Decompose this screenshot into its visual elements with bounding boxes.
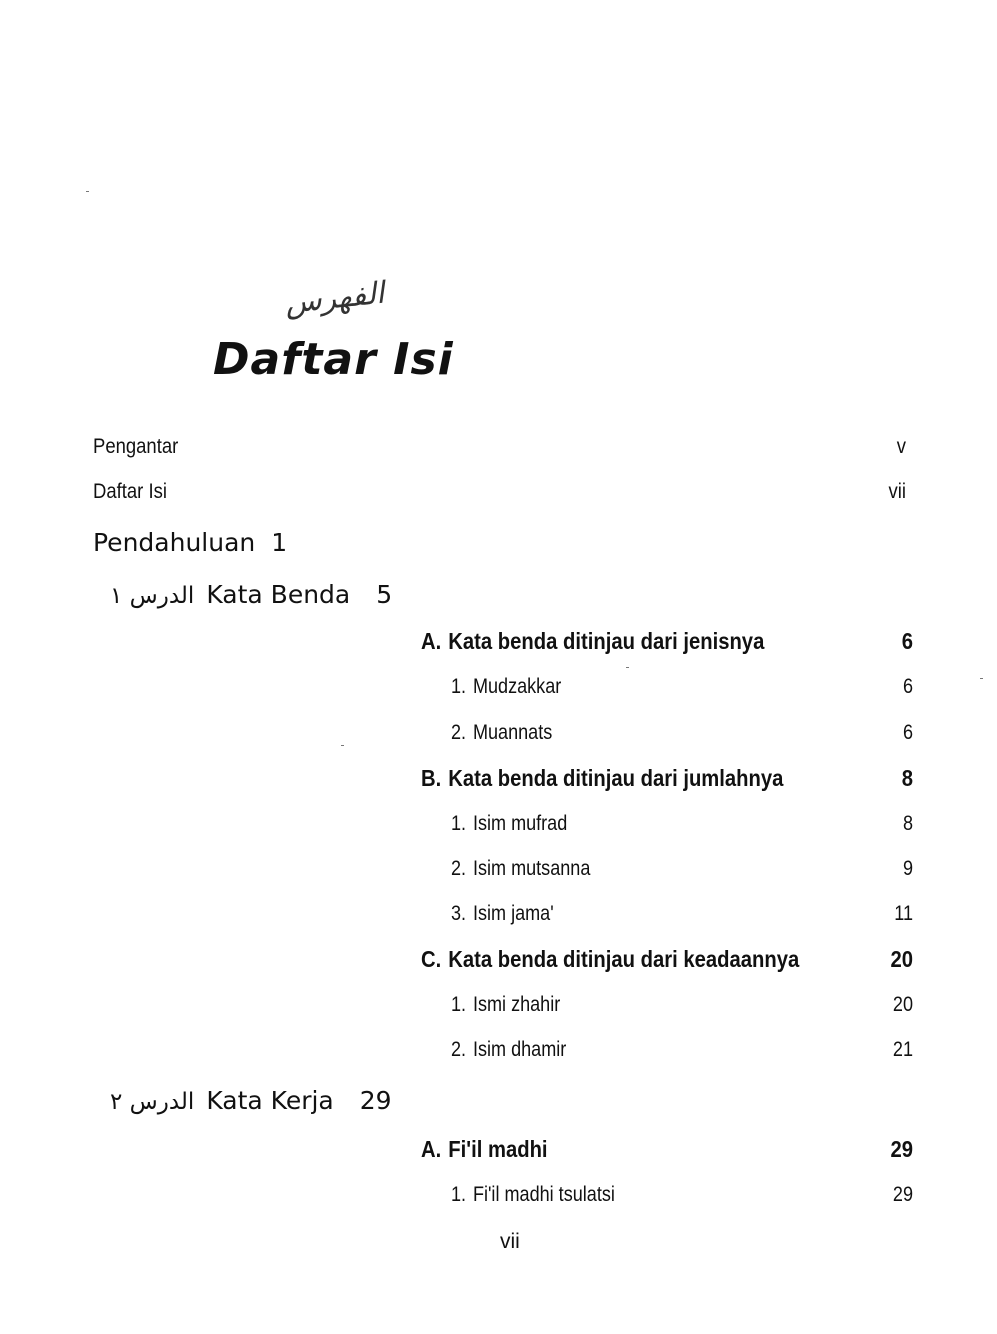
item-page: 6 <box>902 721 913 744</box>
scan-speck <box>626 667 629 668</box>
item-title: Isim mutsanna <box>472 857 591 880</box>
item-number: 2. <box>451 1038 467 1061</box>
item-title: Ismi zhahir <box>472 993 561 1016</box>
item-page: 6 <box>902 675 913 698</box>
scan-speck <box>86 191 89 192</box>
section-page: 20 <box>890 946 913 972</box>
item-number: 1. <box>451 675 467 698</box>
section-letter: A. <box>421 628 442 654</box>
toc-section <box>421 1136 548 1163</box>
item-title: Mudzakkar <box>472 675 562 698</box>
section-title: Fi'il madhi <box>448 1136 548 1162</box>
toc-section <box>421 946 799 973</box>
arabic-heading: الفهرس <box>283 275 386 321</box>
toc-item <box>451 812 567 836</box>
toc-item <box>451 1183 615 1207</box>
toc-item <box>451 675 561 699</box>
section-letter: C. <box>421 946 442 972</box>
toc-item <box>451 1038 566 1062</box>
lesson-page: 29 <box>359 1086 392 1115</box>
section-page: 29 <box>890 1136 913 1162</box>
toc-entry-label: Daftar Isi <box>93 480 167 503</box>
item-title: Isim dhamir <box>472 1038 567 1061</box>
item-page: 9 <box>902 857 913 880</box>
item-number: 2. <box>451 721 467 744</box>
lesson-arabic-label: الدرس ١ <box>110 583 195 609</box>
lesson-title: Kata Benda <box>206 580 351 609</box>
section-title: Kata benda ditinjau dari keadaannya <box>448 946 800 972</box>
lesson-heading <box>110 580 392 609</box>
item-title: Isim jama' <box>472 902 554 925</box>
toc-item <box>451 993 560 1017</box>
item-number: 3. <box>451 902 467 925</box>
item-number: 1. <box>451 812 467 835</box>
item-title: Fi'il madhi tsulatsi <box>472 1183 615 1206</box>
scan-speck <box>980 678 983 679</box>
toc-section <box>421 765 783 792</box>
page-title: Daftar Isi <box>213 334 454 385</box>
scan-speck <box>341 745 344 746</box>
item-page: 21 <box>892 1038 913 1061</box>
lesson-heading <box>110 1086 392 1115</box>
toc-intro-label: Pendahuluan <box>93 528 256 557</box>
toc-item <box>451 721 552 745</box>
toc-section <box>421 628 764 655</box>
section-title: Kata benda ditinjau dari jumlahnya <box>448 765 784 791</box>
item-title: Isim mufrad <box>472 812 568 835</box>
lesson-arabic-label: الدرس ٢ <box>110 1089 195 1115</box>
toc-item <box>451 857 590 881</box>
item-number: 1. <box>451 1183 467 1206</box>
toc-entry-page: vii <box>888 480 906 503</box>
lesson-page: 5 <box>376 580 393 609</box>
lesson-title: Kata Kerja <box>206 1086 334 1115</box>
item-page: 8 <box>902 812 913 835</box>
toc-entry-page: v <box>896 435 906 458</box>
section-title: Kata benda ditinjau dari jenisnya <box>448 628 765 654</box>
page-number: vii <box>500 1230 520 1253</box>
item-number: 1. <box>451 993 467 1016</box>
item-title: Muannats <box>472 721 553 744</box>
section-letter: A. <box>421 1136 442 1162</box>
toc-entry-label: Pengantar <box>93 435 179 458</box>
toc-intro <box>93 528 287 557</box>
item-page: 20 <box>892 993 913 1016</box>
toc-intro-page: 1 <box>271 528 288 557</box>
section-page: 6 <box>901 628 913 654</box>
section-page: 8 <box>901 765 913 791</box>
section-letter: B. <box>421 765 442 791</box>
item-page: 11 <box>894 902 913 925</box>
item-number: 2. <box>451 857 467 880</box>
item-page: 29 <box>892 1183 913 1206</box>
toc-item <box>451 902 554 926</box>
